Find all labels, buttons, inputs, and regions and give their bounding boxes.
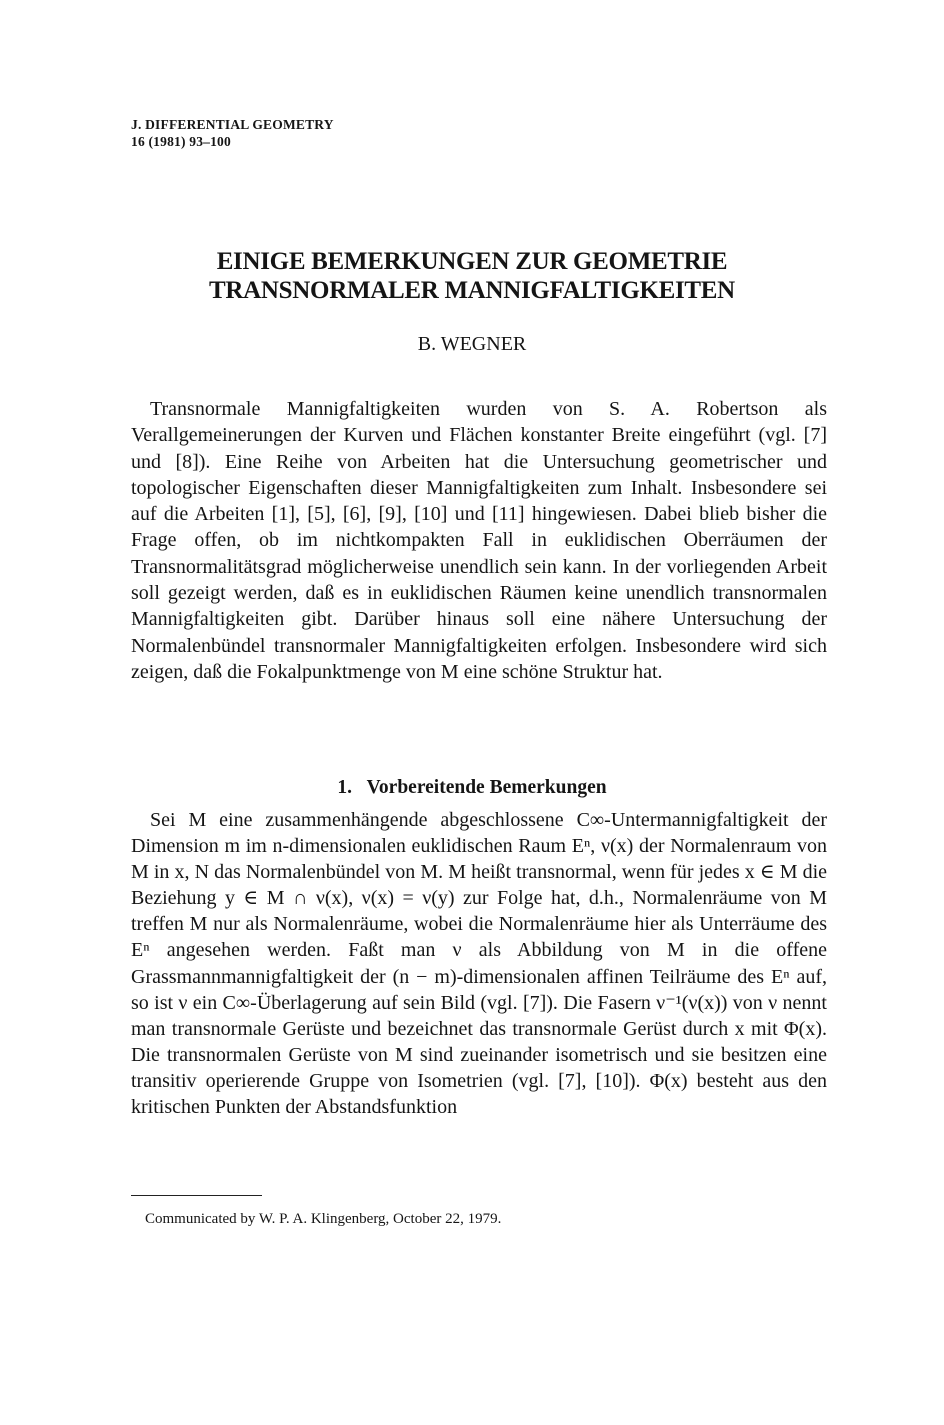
abstract-paragraph: Transnormale Mannigfaltigkeiten wurden von S. A. Robertson als Verallgemeinerungen der Kurven und Flächen konstanter Breite eingeführt (vgl. [7] und [8]). Eine Reihe von Arbeiten hat die Untersuchung geometrischer und topologischer Eigenschaften dieser Mannigfaltigkeiten zum Inhalt. Insbesondere sei auf die Arbeiten [1], [5], [6], [9], [10] und [11] hingewiesen. Dabei blieb bisher die Frage offen, ob im nichtkompakten Fall in euklidischen Oberräumen der Transnormalitätsgrad möglicherweise unendlich sein kann. In der vorliegenden Arbeit soll gezeigt werden, daß es in euklidischen Räumen keine unendlich transnormalen Mannigfaltigkeiten gibt. Darüber hinaus soll eine nähere Untersuchung der Normalenbündel transnormaler Mannigfaltigkeiten erfolgen. Insbesondere wird sich zeigen, daß die Fokalpunktmenge von M eine schöne Struktur hat.: [131, 398, 827, 683]
section-number: 1.: [337, 777, 353, 798]
section-title: Vorbereitende Bemerkungen: [366, 777, 607, 798]
title-line-1: EINIGE BEMERKUNGEN ZUR GEOMETRIE: [216, 248, 728, 275]
title-line-2: TRANSNORMALER MANNIGFALTIGKEITEN: [209, 277, 735, 304]
body-paragraph: Sei M eine zusammenhängende abgeschlossene C∞-Untermannigfaltigkeit der Dimension m im n-dimensionalen euklidischen Raum Eⁿ, ν(x) der Normalenraum von M in x, N das Normalenbündel von M. M heißt transnormal, wenn für jedes x ∈ M die Beziehung y ∈ M ∩ ν(x), ν(x) = ν(y) zur Folge hat, d.h., Normalenräume von M treffen M nur als Normalenräume, wobei die Normalenräume hier als Unterräume des Eⁿ angesehen werden. Faßt man ν als Abbildung von M in die offene Grassmannmannigfaltigkeit der (n − m)-dimensionalen affinen Teilräume des Eⁿ auf, so ist ν ein C∞-Überlagerung auf sein Bild (vgl. [7]). Die Fasern ν⁻¹(ν(x)) von ν nennt man transnormale Gerüste und bezeichnet das transnormale Gerüst durch x mit Φ(x). Die transnormalen Gerüste von M sind zueinander isometrisch und sie besitzen eine transitiv operierende Gruppe von Isometrien (vgl. [7], [10]). Φ(x) besteht aus den kritischen Punkten der Abstandsfunktion: [131, 809, 827, 1119]
footnote-divider: [131, 1195, 262, 1196]
footnote: Communicated by W. P. A. Klingenberg, October 22, 1979.: [145, 1211, 502, 1227]
journal-header: [131, 116, 334, 150]
section-heading: [0, 776, 944, 800]
journal-name: J. DIFFERENTIAL GEOMETRY: [131, 117, 334, 132]
paper-title: [0, 247, 944, 305]
journal-volume: 16 (1981) 93–100: [131, 134, 231, 149]
author: B. WEGNER: [417, 333, 527, 355]
